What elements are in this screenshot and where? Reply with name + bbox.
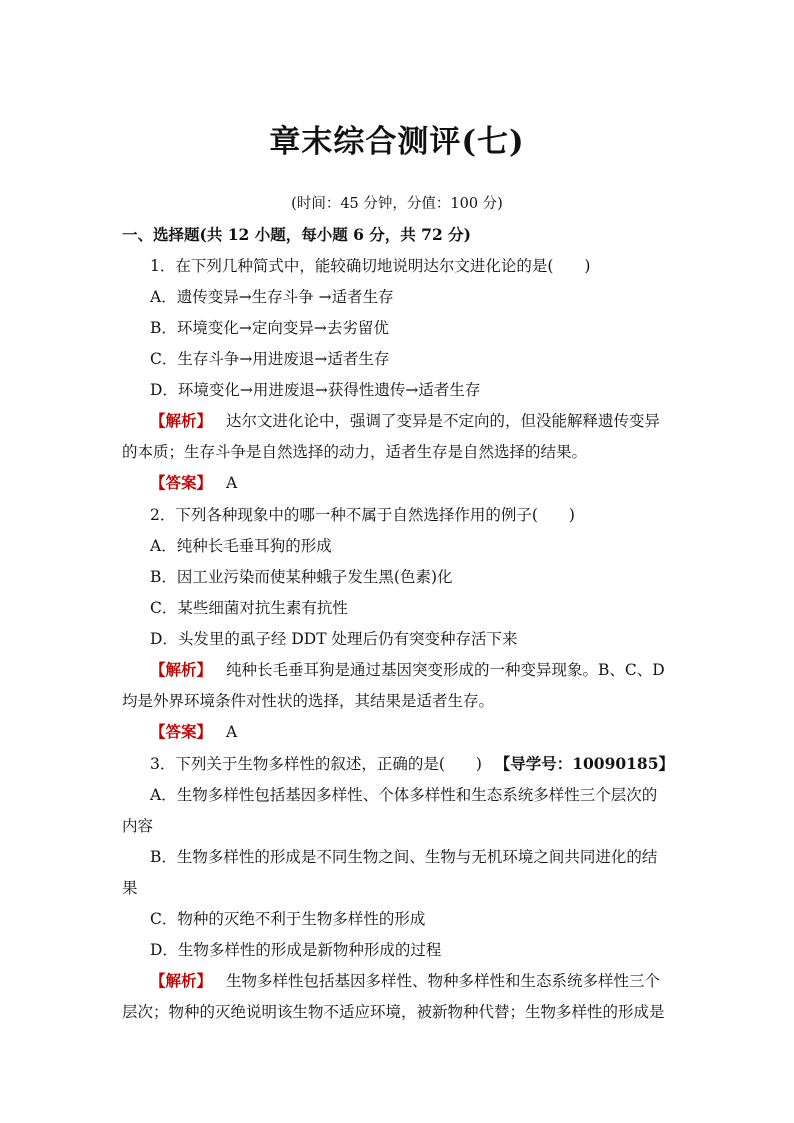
analysis-text: 生物多样性包括基因多样性、物种多样性和生态系统多样性三个 xyxy=(226,972,661,990)
question-3-analysis xyxy=(150,971,674,991)
question-3-option-b: B．生物多样性的形成是不同生物之间、生物与无机环境之间共同进化的结 xyxy=(150,848,658,866)
analysis-text: 达尔文进化论中，强调了变异是不定向的，但没能解释遗传变异 xyxy=(226,412,661,430)
question-1-option-b: B．环境变化→定向变异→去劣留优 xyxy=(150,319,389,337)
section-heading: 一、选择题(共 12 小题，每小题 6 分，共 72 分) xyxy=(122,225,471,244)
question-1-option-c: C．生存斗争→用进废退→适者生存 xyxy=(150,350,390,368)
question-1-option-d: D．环境变化→用进废退→获得性遗传→适者生存 xyxy=(150,381,481,399)
analysis-label: 【解析】 xyxy=(150,411,213,430)
analysis-text: 纯种长毛垂耳狗是通过基因突变形成的一种变异现象。B、C、D xyxy=(226,661,665,679)
question-2-analysis xyxy=(150,660,674,680)
question-1-answer xyxy=(150,473,674,493)
question-2-option-d: D．头发里的虱子经 DDT 处理后仍有突变种存活下来 xyxy=(150,630,518,648)
question-2-option-b: B．因工业污染而使某种蛾子发生黑(色素)化 xyxy=(150,568,453,586)
analysis-label: 【解析】 xyxy=(150,660,213,679)
question-3-option-b-cont: 果 xyxy=(122,879,138,897)
guide-number: 【导学号：10090185】 xyxy=(494,754,674,773)
question-1-analysis xyxy=(150,411,674,431)
answer-label: 【答案】 xyxy=(150,473,213,492)
question-3-option-c: C．物种的灭绝不利于生物多样性的形成 xyxy=(150,910,426,928)
question-3-option-a: A．生物多样性包括基因多样性、个体多样性和生态系统多样性三个层次的 xyxy=(150,786,658,804)
question-1-stem: 1．在下列几种简式中，能较确切地说明达尔文进化论的是( ) xyxy=(150,257,591,275)
question-2-option-a: A．纯种长毛垂耳狗的形成 xyxy=(150,537,332,555)
question-1-analysis-cont: 的本质；生存斗争是自然选择的动力，适者生存是自然选择的结果。 xyxy=(122,443,588,461)
question-3-analysis-cont: 层次；物种的灭绝说明该生物不适应环境，被新物种代替；生物多样性的形成是 xyxy=(122,1003,665,1021)
exam-meta: (时间：45 分钟，分值：100 分) xyxy=(291,196,503,212)
answer-value: A xyxy=(226,723,238,741)
question-3-option-d: D．生物多样性的形成是新物种形成的过程 xyxy=(150,941,442,959)
question-3-stem: 3．下列关于生物多样性的叙述，正确的是( ) xyxy=(150,755,482,773)
question-2-answer xyxy=(150,722,674,742)
question-2-option-c: C．某些细菌对抗生素有抗性 xyxy=(150,599,348,617)
analysis-label: 【解析】 xyxy=(150,971,213,990)
answer-label: 【答案】 xyxy=(150,722,213,741)
question-3-stem-row xyxy=(150,754,674,774)
question-3-option-a-cont: 内容 xyxy=(122,817,154,835)
question-2-analysis-cont: 均是外界环境条件对性状的选择，其结果是适者生存。 xyxy=(122,692,495,710)
answer-value: A xyxy=(226,474,238,492)
question-2-stem: 2．下列各种现象中的哪一种不属于自然选择作用的例子( ) xyxy=(150,506,575,524)
question-1-option-a: A．遗传变异→生存斗争 →适者生存 xyxy=(150,288,394,306)
page-title: 章末综合测评(七) xyxy=(269,124,525,160)
